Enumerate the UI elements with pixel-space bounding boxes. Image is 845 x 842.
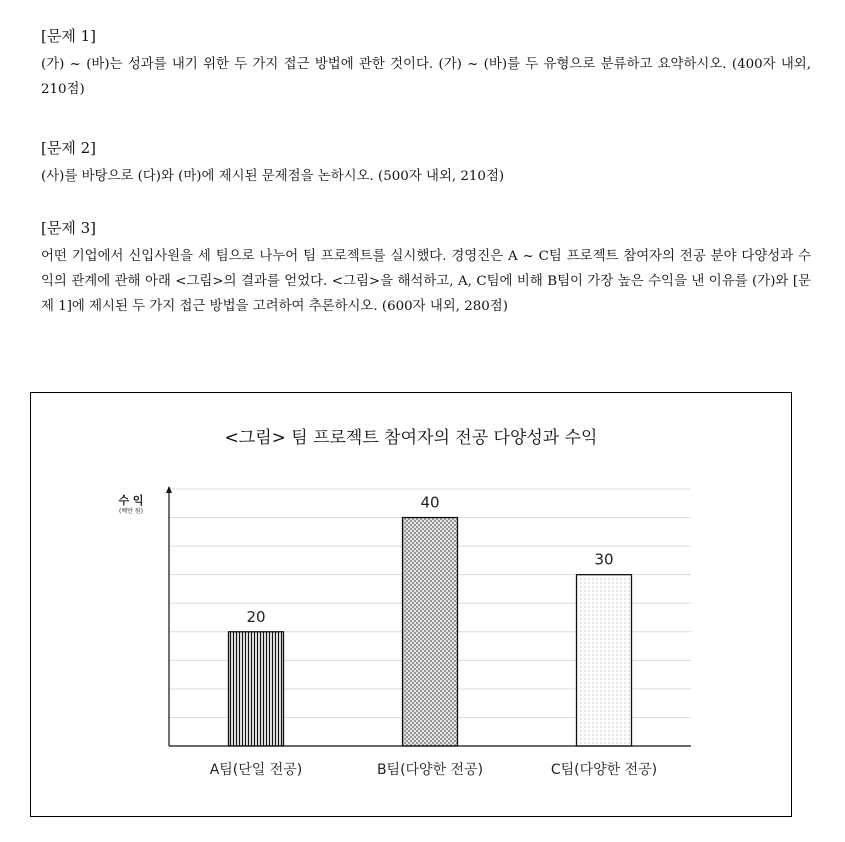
question-1-title: [문제 1] [41, 27, 96, 45]
y-axis-label: 수 익 [118, 494, 144, 507]
category-label-2: C팀(다양한 전공) [550, 762, 658, 778]
question-3-body: 어떤 기업에서 신입사원을 세 팀으로 나누어 팀 프로젝트를 실시했다. 경영진은 A ~ C팀 프로젝트 참여자의 전공 분야 다양성과 수익의 관계에 관해 아래 <그림>의 결과를 얻었다. <그림>을 해석하고, A, C팀에 비해 B팀이 가장 높은 수익을 낸 이유를 (가)와 [문제 1]에 제시된 두 가지 접근 방법을 고려하여 추론하시오. (600자 내외, 280점) [41, 249, 811, 314]
bar-2 [577, 575, 632, 746]
revenue-bar-chart [31, 393, 791, 816]
question-1-body: (가) ~ (바)는 성과를 내기 위한 두 가지 접근 방법에 관한 것이다. (가) ~ (바)를 두 유형으로 분류하고 요약하시오. (400자 내외, 210점) [41, 57, 811, 97]
bars [210, 494, 657, 778]
question-3-title: [문제 3] [41, 219, 96, 237]
question-1 [41, 26, 811, 102]
category-label-1: B팀(다양한 전공) [376, 762, 484, 778]
value-label-0: 20 [246, 607, 266, 626]
value-label-1: 40 [420, 493, 440, 512]
bar-0 [229, 632, 284, 746]
y-axis-unit: (백만 원) [119, 508, 143, 515]
value-label-2: 30 [594, 550, 614, 569]
question-2-title: [문제 2] [41, 139, 96, 157]
question-3 [41, 218, 811, 319]
chart-title: <그림> 팀 프로젝트 참여자의 전공 다양성과 수익 [224, 428, 598, 448]
question-2-body: (사)를 바탕으로 (다)와 (마)에 제시된 문제점을 논하시오. (500자 내외, 210점) [41, 169, 505, 184]
question-2 [41, 138, 811, 189]
figure-box [30, 392, 792, 817]
bar-1 [403, 518, 458, 746]
category-label-0: A팀(단일 전공) [209, 762, 303, 778]
